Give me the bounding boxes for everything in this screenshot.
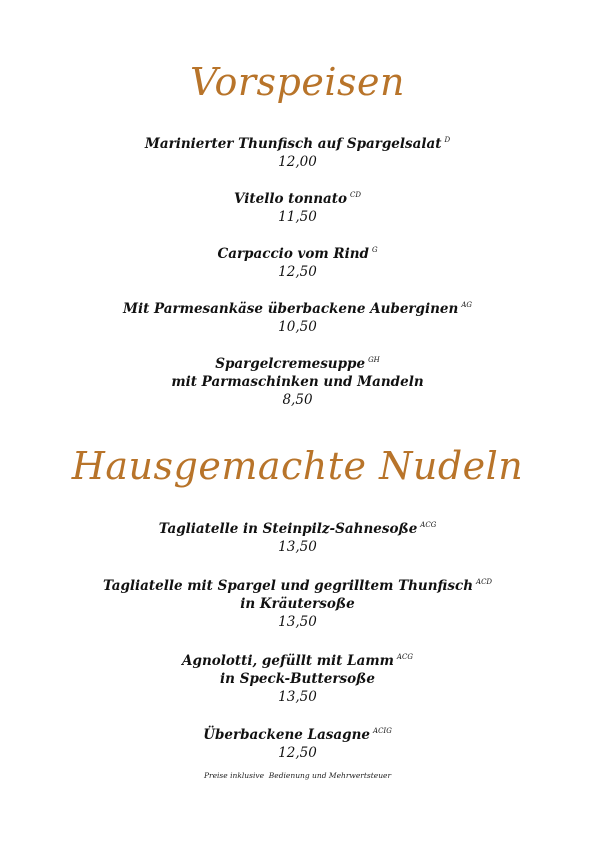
item-name: Tagliatelle mit Spargel und gegrilltem Thunfisch: [102, 578, 474, 594]
menu-item: [0, 648, 595, 706]
item-name-line: [0, 131, 595, 153]
item-name-line: [0, 722, 595, 744]
item-price: 13,50: [278, 689, 317, 705]
allergen-codes: ACIG: [373, 727, 392, 735]
item-name: Tagliatelle in Steinpilz-Sahnesoße: [158, 521, 418, 537]
item-price: 12,50: [278, 745, 317, 761]
menu-item: [0, 722, 595, 762]
item-name-line: [0, 241, 595, 263]
item-name: Überbackene Lasagne: [203, 727, 371, 743]
item-name-line: [0, 296, 595, 318]
menu-item: [0, 351, 595, 409]
allergen-codes: ACD: [476, 578, 493, 586]
item-price: 10,50: [278, 319, 317, 335]
item-name-line: [0, 186, 595, 208]
item-name: Carpaccio vom Rind: [217, 246, 369, 262]
section-title-hausgemachte-nudeln: Hausgemachte Nudeln: [71, 444, 524, 488]
item-name-line: [0, 516, 595, 538]
allergen-codes: ACG: [420, 521, 437, 529]
item-name: Spargelcremesuppe: [215, 356, 366, 372]
item-price: 11,50: [278, 209, 317, 225]
menu-item: [0, 296, 595, 336]
item-name-line-2: in Speck-Buttersoße: [220, 671, 375, 687]
item-name: Agnolotti, gefüllt mit Lamm: [182, 653, 394, 669]
item-price: 8,50: [282, 392, 313, 408]
allergen-codes: CD: [350, 191, 361, 199]
allergen-codes: G: [371, 246, 378, 254]
item-price: 13,50: [278, 539, 317, 555]
item-name: Marinierter Thunfisch auf Spargelsalat: [144, 136, 442, 152]
menu-item: [0, 573, 595, 631]
item-name: Vitello tonnato: [234, 191, 348, 207]
item-name: Mit Parmesankäse überbackene Auberginen: [123, 301, 459, 317]
item-price: 12,00: [278, 154, 317, 170]
section-title-vorspeisen: Vorspeisen: [190, 60, 405, 104]
allergen-codes: GH: [368, 356, 380, 364]
item-name-line-2: in Kräutersoße: [240, 596, 355, 612]
item-price: 13,50: [278, 614, 317, 630]
menu-item: [0, 131, 595, 171]
menu-item: [0, 241, 595, 281]
allergen-codes: AG: [461, 301, 472, 309]
item-name-line: [0, 573, 595, 595]
allergen-codes: ACG: [396, 653, 413, 661]
menu-item: [0, 186, 595, 226]
allergen-codes: D: [444, 136, 451, 144]
menu-item: [0, 516, 595, 556]
item-name-line: [0, 648, 595, 670]
price-note-footer: Preise inklusive Bedienung und Mehrwertsteuer: [203, 771, 392, 780]
item-name-line: [0, 351, 595, 373]
item-price: 12,50: [278, 264, 317, 280]
item-name-line-2: mit Parmaschinken und Mandeln: [171, 374, 424, 390]
